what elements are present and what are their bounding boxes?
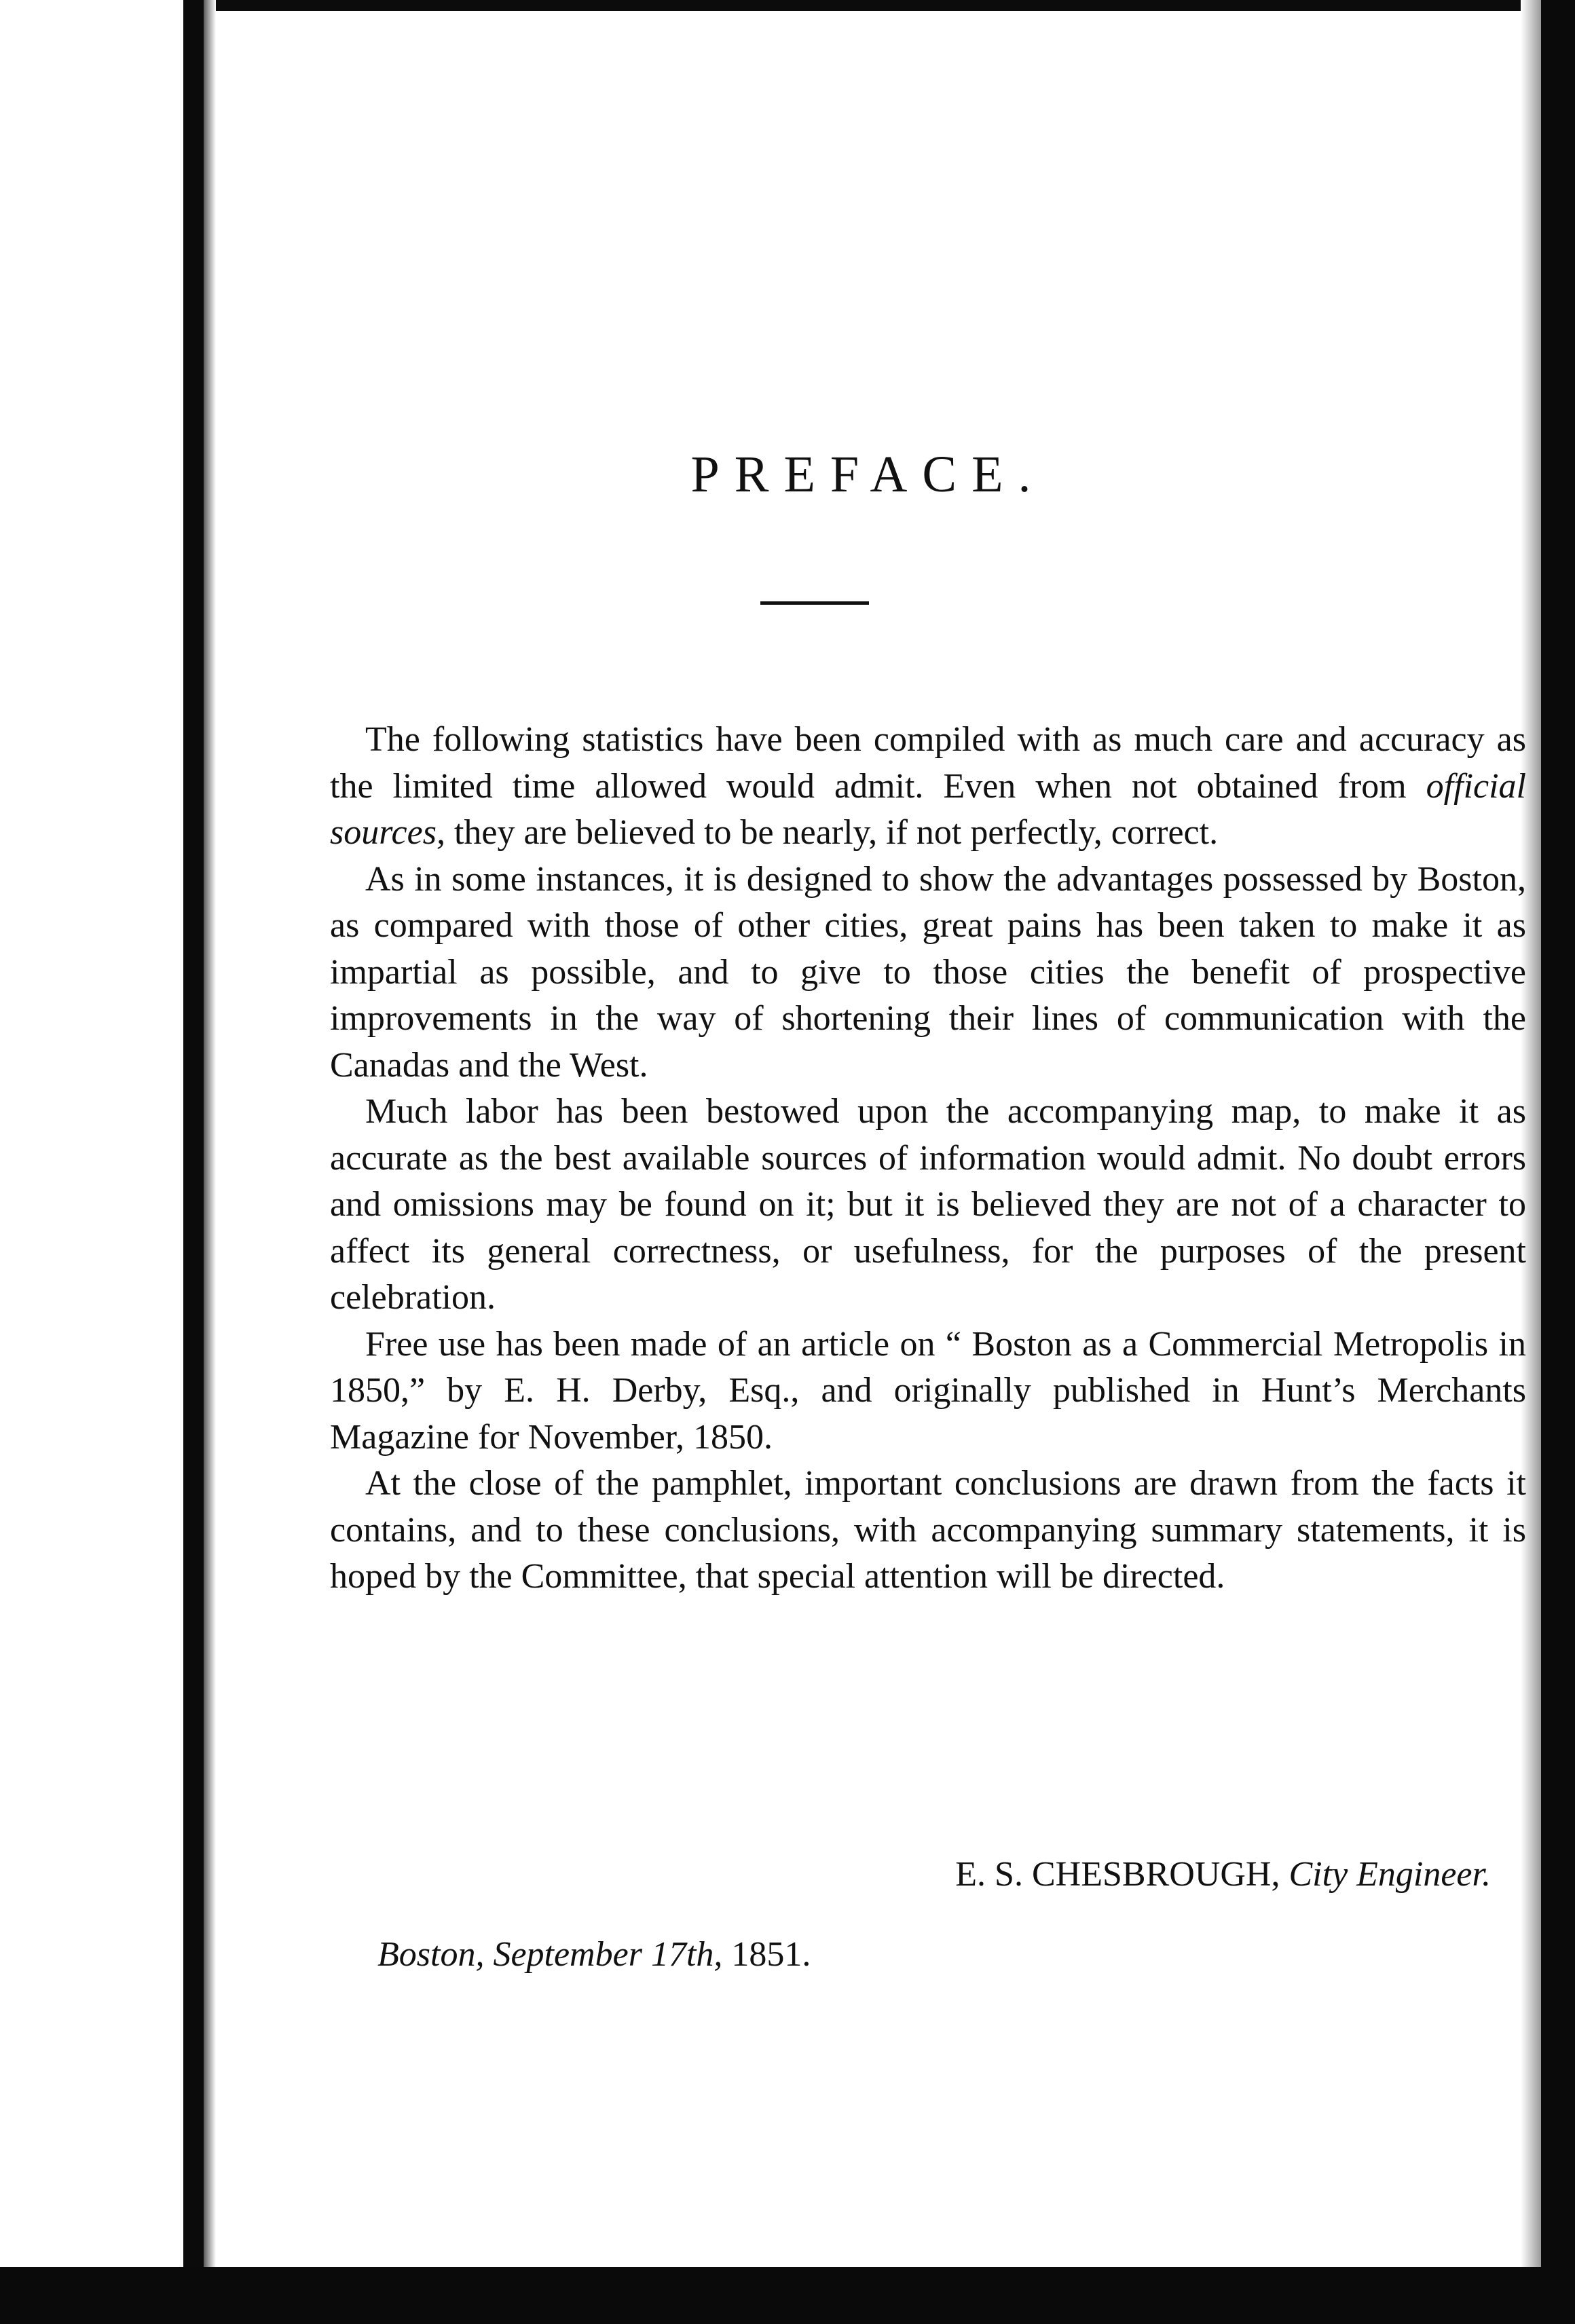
preface-body — [330, 717, 1526, 1600]
paragraph-1-text-a: The following statistics have been compiled with as much care and accuracy as the limited time allowed would admit. Even when not obtained from — [330, 720, 1526, 806]
official-sources-emphasis: official sources, — [330, 766, 1526, 852]
binding-margin — [0, 0, 198, 2324]
dateline-day: 17th, — [650, 1935, 723, 1974]
paragraph-2: As in some instances, it is designed to show the advantages possessed by Boston, as compared with those of other cities, great pains has been taken to make it as impartial as possible, and to give to those cities the benefit of prospective improvements in the way of shortening their lines of communication with the Canadas and the West. — [330, 859, 1526, 1085]
title-rule — [760, 601, 869, 605]
paragraph-3: Much labor has been bestowed upon the accompanying map, to make it as accurate as the best available sources of information would admit. No doubt errors and omissions may be found on it; but it is believed they are not of a character to affect its general correctness, or usefulness, for the purposes of the present celebration. — [330, 1092, 1526, 1317]
scan-border-right — [1541, 0, 1575, 2324]
page-title: PREFACE. — [690, 446, 1046, 503]
paragraph-5: At the close of the pamphlet, important conclusions are drawn from the facts it contains, and to these conclusions, with accompanying summary statements, it is hoped by the Committee, that special attention will be directed. — [330, 1464, 1526, 1596]
binding-shadow — [204, 0, 216, 2270]
dateline-month: September — [493, 1935, 642, 1974]
paragraph-1-text-b: they are believed to be nearly, if not perfectly, correct. — [445, 813, 1219, 852]
dateline-year: 1851. — [731, 1935, 811, 1974]
dateline-place: Boston, — [377, 1935, 485, 1974]
paragraph-1 — [330, 717, 1526, 857]
dateline — [377, 1932, 811, 1978]
scan-border-top — [0, 0, 1575, 11]
scan-border-bottom — [0, 2267, 1575, 2324]
signature-name: E. S. CHESBROUGH, — [955, 1855, 1280, 1894]
signature — [330, 1852, 1491, 1898]
paragraph-4: Free use has been made of an article on “ Boston as a Commercial Metropolis in 1850,” by E. H. Derby, Esq., and originally published in Hunt’s Merchants Magazine for November, 1850. — [330, 1324, 1526, 1457]
page — [216, 11, 1526, 2267]
signature-role: City Engineer. — [1289, 1855, 1491, 1894]
binding-edge — [183, 0, 204, 2270]
